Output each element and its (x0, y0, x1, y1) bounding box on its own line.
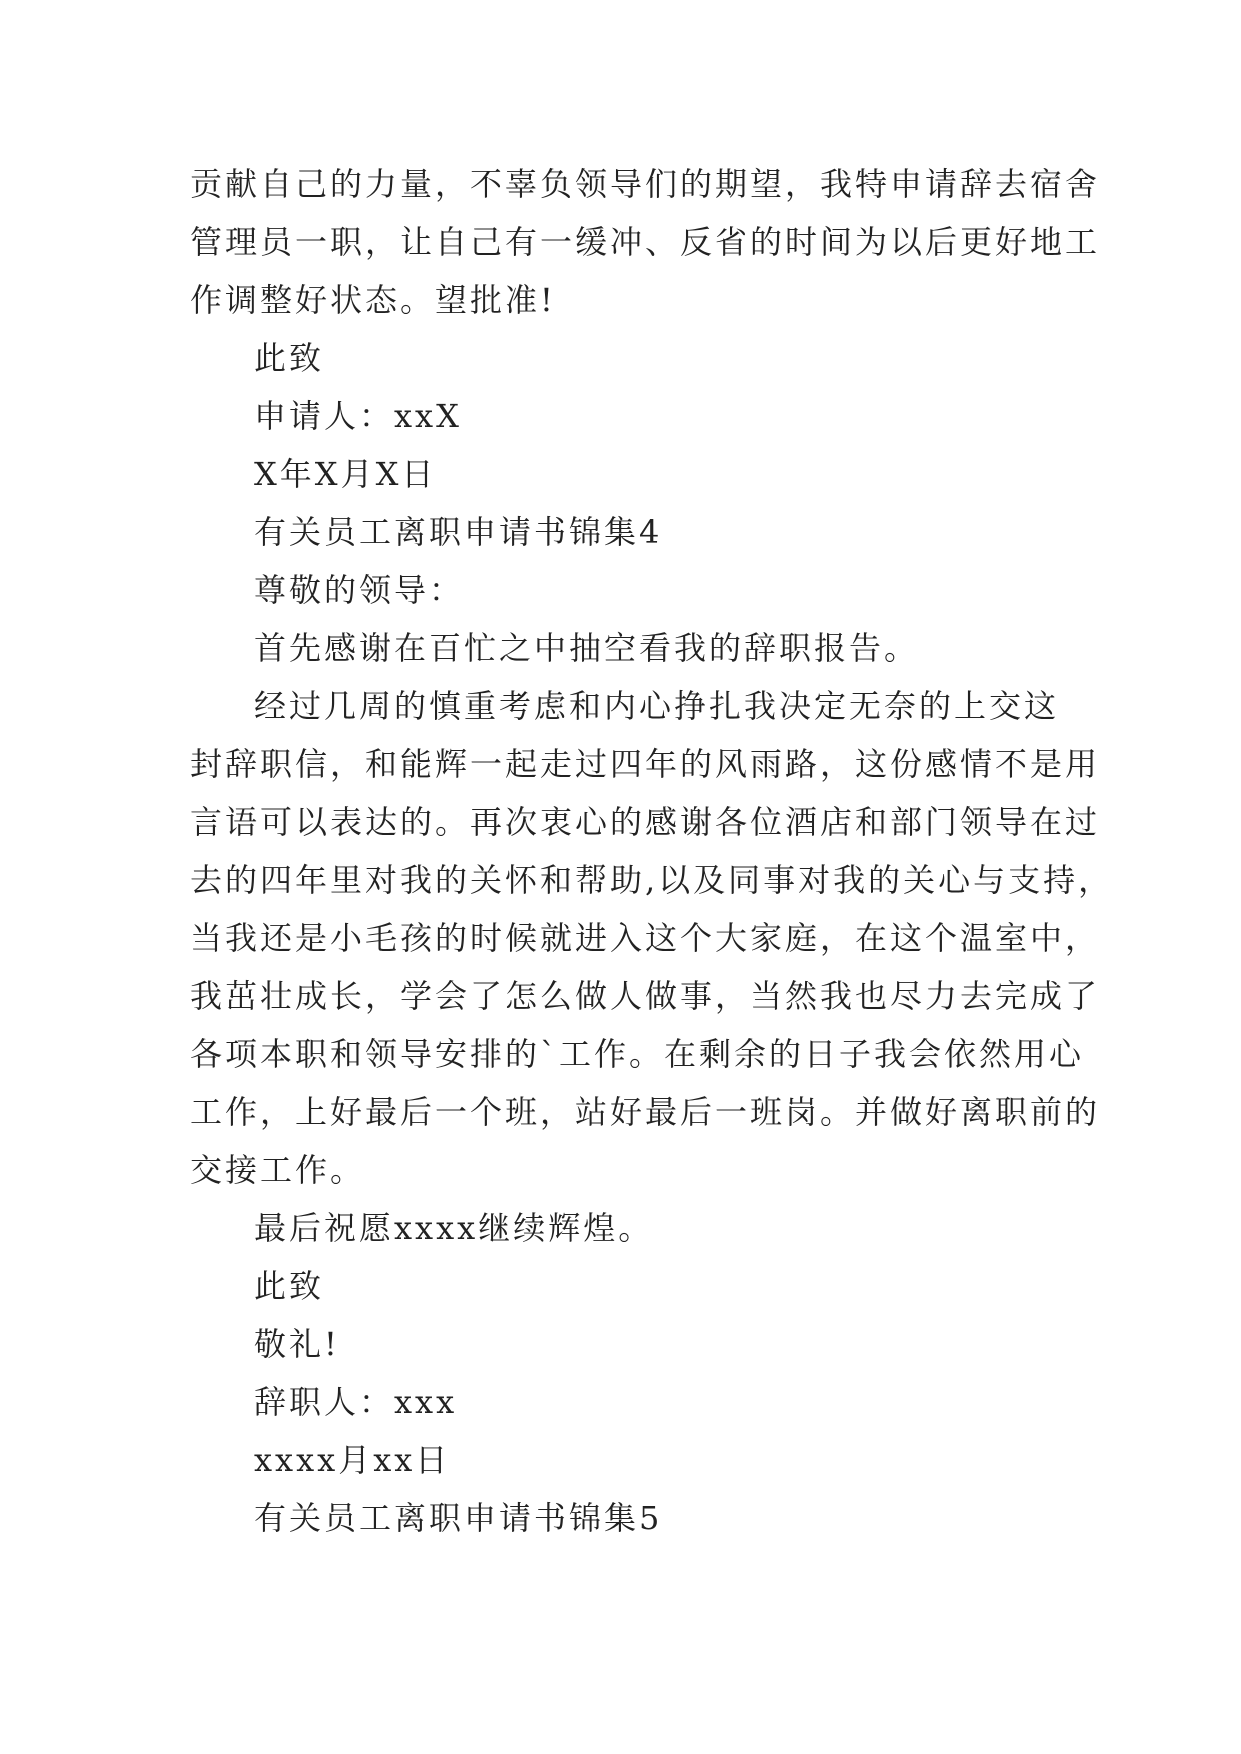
text-line: 各项本职和领导安排的`工作。在剩余的日子我会依然用心 (190, 1035, 1085, 1073)
text-line: 管理员一职，让自己有一缓冲、反省的时间为以后更好地工 (190, 223, 1101, 261)
section-title: 有关员工离职申请书锦集5 (254, 1499, 663, 1537)
date-line: xxxx月xx日 (254, 1441, 451, 1479)
text-line: 最后祝愿xxxx继续辉煌。 (254, 1209, 654, 1247)
text-line: 当我还是小毛孩的时候就进入这个大家庭，在这个温室中， (190, 919, 1101, 957)
text-line: 工作，上好最后一个班，站好最后一班岗。并做好离职前的 (190, 1093, 1101, 1131)
text-line: 贡献自己的力量，不辜负领导们的期望，我特申请辞去宿舍 (190, 165, 1101, 203)
text-line: 交接工作。 (190, 1151, 366, 1189)
text-line: 首先感谢在百忙之中抽空看我的辞职报告。 (254, 629, 920, 667)
text-line: 经过几周的慎重考虑和内心挣扎我决定无奈的上交这 (254, 687, 1060, 725)
closing-regards: 敬礼! (254, 1325, 340, 1363)
text-line: 去的四年里对我的关怀和帮助,以及同事对我的关心与支持， (190, 861, 1114, 899)
resigner-signature: 辞职人：xxx (254, 1383, 458, 1421)
section-title: 有关员工离职申请书锦集4 (254, 513, 663, 551)
text-line: 言语可以表达的。再次衷心的感谢各位酒店和部门领导在过 (190, 803, 1101, 841)
closing-salutation: 此致 (254, 1267, 325, 1305)
applicant-signature: 申请人：xxX (254, 397, 462, 435)
text-line: 封辞职信，和能辉一起走过四年的风雨路，这份感情不是用 (190, 745, 1101, 783)
closing-salutation: 此致 (254, 339, 325, 377)
text-line: 我茁壮成长，学会了怎么做人做事，当然我也尽力去完成了 (190, 977, 1101, 1015)
greeting: 尊敬的领导： (254, 571, 465, 609)
text-line: 作调整好状态。望批准! (190, 281, 556, 319)
date-line: X年X月X日 (254, 455, 437, 493)
document-body (190, 155, 1114, 1547)
